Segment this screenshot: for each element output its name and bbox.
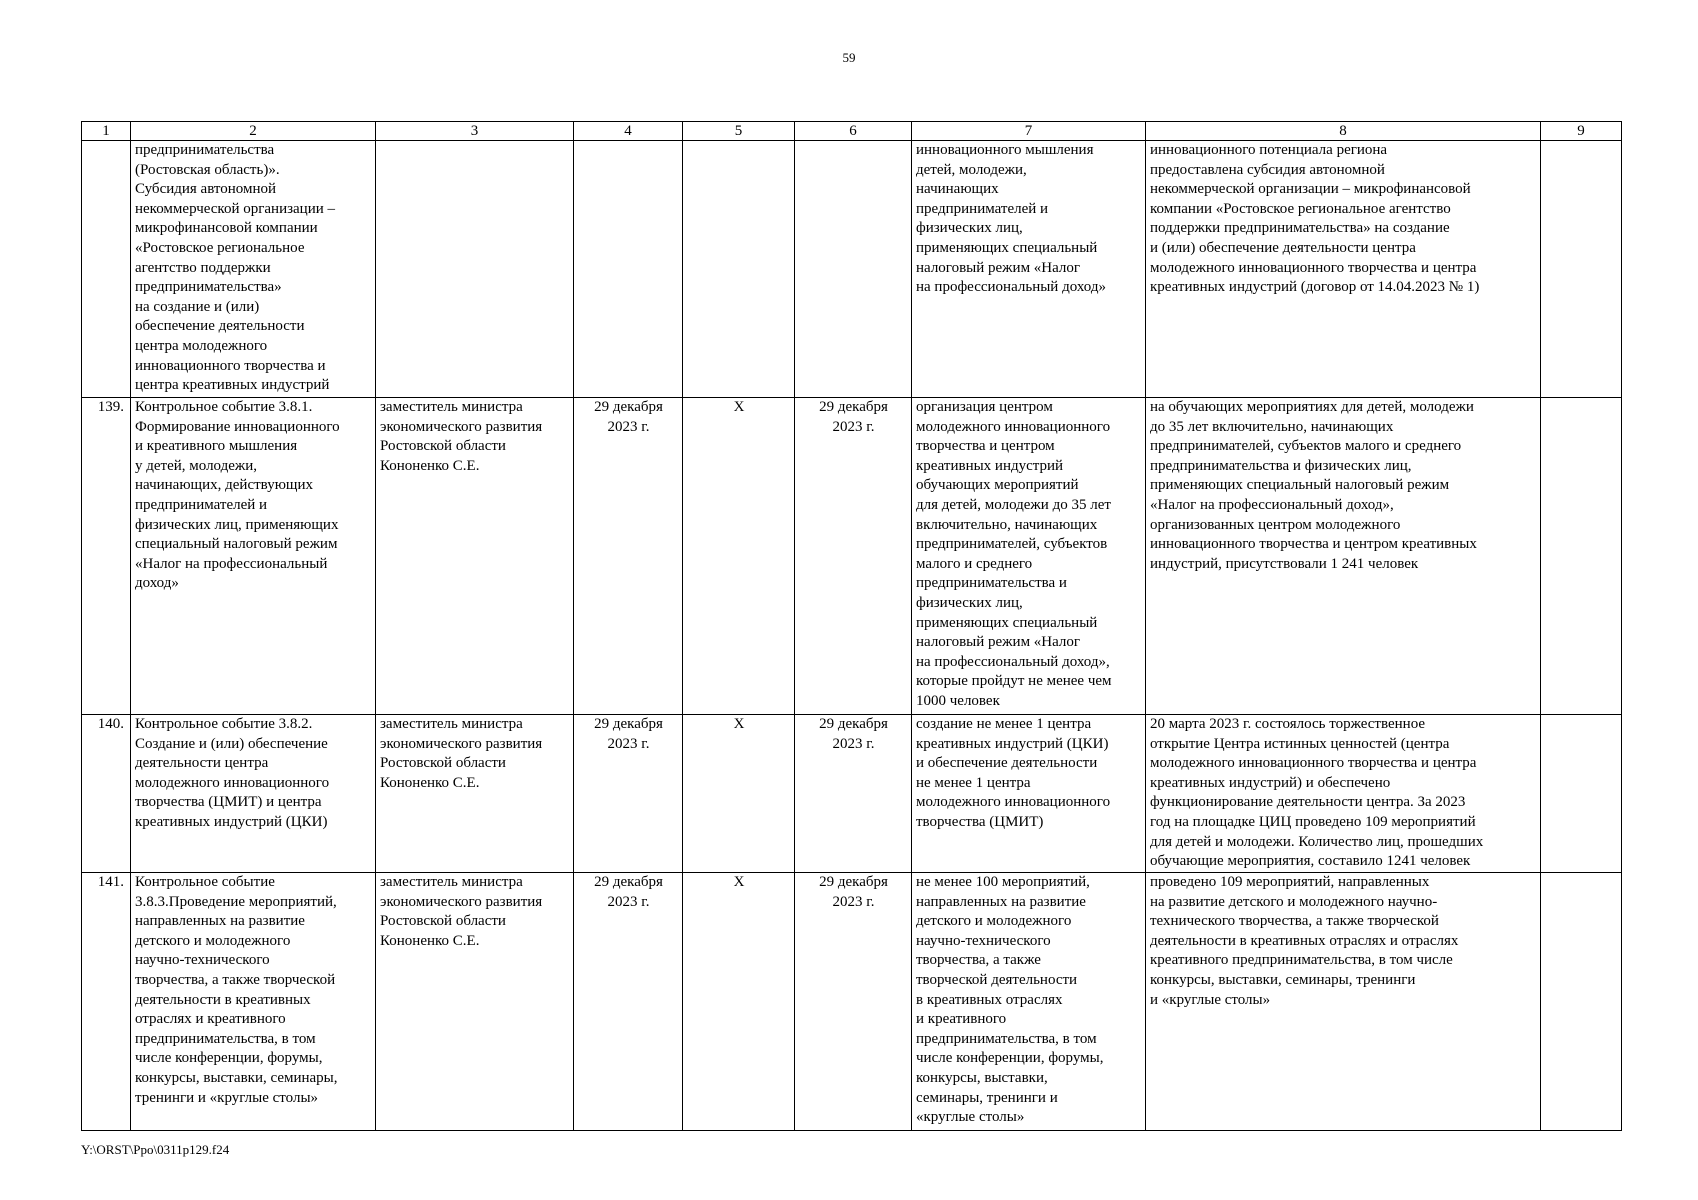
header-row	[82, 122, 1622, 141]
actual-date: 29 декабря 2023 г.	[795, 398, 912, 715]
actual-date: 29 декабря 2023 г.	[795, 873, 912, 1131]
col5-value: Х	[683, 873, 795, 1131]
actual-result: на обучающих мероприятиях для детей, молодежи до 35 лет включительно, начинающих предпринимателей, субъектов малого и среднего предпринимательства и физических лиц, применяющих специальный налоговый режим «Налог на профессиональный доход», организованных центром молодежного инновационного творчества и центром креативных индустрий, присутствовали 1 241 человек	[1146, 398, 1541, 715]
planned-date: 29 декабря 2023 г.	[574, 873, 683, 1131]
expected-result: инновационного мышления детей, молодежи, начинающих предпринимателей и физических лиц, применяющих специальный налоговый режим «Налог на профессиональный доход»	[912, 141, 1146, 398]
responsible-person: заместитель министра экономического развития Ростовской области Кононенко С.Е.	[376, 715, 574, 873]
event-description: Контрольное событие 3.8.1. Формирование инновационного и креативного мышления у детей, молодежи, начинающих, действующих предпринимателей и физических лиц, применяющих специальный налоговый режим «Налог на профессиональный доход»	[131, 398, 376, 715]
header-cell-2: 2	[131, 122, 376, 141]
page-number: 59	[842, 50, 856, 65]
row-number: 139.	[82, 398, 131, 715]
responsible-person	[376, 141, 574, 398]
event-description: Контрольное событие 3.8.3.Проведение мероприятий, направленных на развитие детского и молодежного научно-технического творчества, а также творческой деятельности в креативных отраслях и креативного предпринимательства, в том числе конференции, форумы, конкурсы, выставки, семинары, тренинги и «круглые столы»	[131, 873, 376, 1131]
col5-value: Х	[683, 715, 795, 873]
header-cell-4: 4	[574, 122, 683, 141]
header-cell-5: 5	[683, 122, 795, 141]
expected-result: организация центром молодежного инновационного творчества и центром креативных индустрий обучающих мероприятий для детей, молодежи до 35 лет включительно, начинающих предпринимателей, субъектов малого и среднего предпринимательства и физических лиц, применяющих специальный налоговый режим «Налог на профессиональный доход», которые пройдут не менее чем 1000 человек	[912, 398, 1146, 715]
col5-value	[683, 141, 795, 398]
planned-date	[574, 141, 683, 398]
col9-value	[1541, 141, 1622, 398]
planned-date: 29 декабря 2023 г.	[574, 715, 683, 873]
table-row	[82, 398, 1622, 715]
header-cell-1: 1	[82, 122, 131, 141]
table-row	[82, 715, 1622, 873]
row-number: 140.	[82, 715, 131, 873]
header-cell-7: 7	[912, 122, 1146, 141]
row-number: 141.	[82, 873, 131, 1131]
event-description: предпринимательства (Ростовская область)». Субсидия автономной некоммерческой организации – микрофинансовой компании «Ростовское региональное агентство поддержки предпринимательства» на создание и (или) обеспечение деятельности центра молодежного инновационного творчества и центра креативных индустрий	[131, 141, 376, 398]
col5-value: Х	[683, 398, 795, 715]
actual-result: 20 марта 2023 г. состоялось торжественное открытие Центра истинных ценностей (центра молодежного инновационного творчества и центра креативных индустрий) и обеспечено функционирование деятельности центра. За 2023 год на площадке ЦИЦ проведено 109 мероприятий для детей и молодежи. Количество лиц, прошедших обучающие мероприятия, составило 1241 человек	[1146, 715, 1541, 873]
header-cell-8: 8	[1146, 122, 1541, 141]
actual-date: 29 декабря 2023 г.	[795, 715, 912, 873]
header-cell-3: 3	[376, 122, 574, 141]
table-row	[82, 141, 1622, 398]
header-cell-6: 6	[795, 122, 912, 141]
file-path-footer: Y:\ORST\Ppo\0311p129.f24	[81, 1142, 230, 1157]
table-row	[82, 873, 1622, 1131]
col9-value	[1541, 398, 1622, 715]
col9-value	[1541, 873, 1622, 1131]
actual-date	[795, 141, 912, 398]
actual-result: проведено 109 мероприятий, направленных на развитие детского и молодежного научно- технического творчества, а также творческой деятельности в креативных отраслях и отраслях креативного предпринимательства, в том числе конкурсы, выставки, семинары, тренинги и «круглые столы»	[1146, 873, 1541, 1131]
actual-result: инновационного потенциала региона предоставлена субсидия автономной некоммерческой организации – микрофинансовой компании «Ростовское региональное агентство поддержки предпринимательства» на создание и (или) обеспечение деятельности центра молодежного инновационного творчества и центра креативных индустрий (договор от 14.04.2023 № 1)	[1146, 141, 1541, 398]
responsible-person: заместитель министра экономического развития Ростовской области Кононенко С.Е.	[376, 398, 574, 715]
row-number	[82, 141, 131, 398]
responsible-person: заместитель министра экономического развития Ростовской области Кононенко С.Е.	[376, 873, 574, 1131]
expected-result: создание не менее 1 центра креативных индустрий (ЦКИ) и обеспечение деятельности не менее 1 центра молодежного инновационного творчества (ЦМИТ)	[912, 715, 1146, 873]
expected-result: не менее 100 мероприятий, направленных на развитие детского и молодежного научно-технического творчества, а также творческой деятельности в креативных отраслях и креативного предпринимательства, в том числе конференции, форумы, конкурсы, выставки, семинары, тренинги и «круглые столы»	[912, 873, 1146, 1131]
planned-date: 29 декабря 2023 г.	[574, 398, 683, 715]
report-table	[81, 121, 1622, 1131]
event-description: Контрольное событие 3.8.2. Создание и (или) обеспечение деятельности центра молодежного инновационного творчества (ЦМИТ) и центра креативных индустрий (ЦКИ)	[131, 715, 376, 873]
col9-value	[1541, 715, 1622, 873]
header-cell-9: 9	[1541, 122, 1622, 141]
